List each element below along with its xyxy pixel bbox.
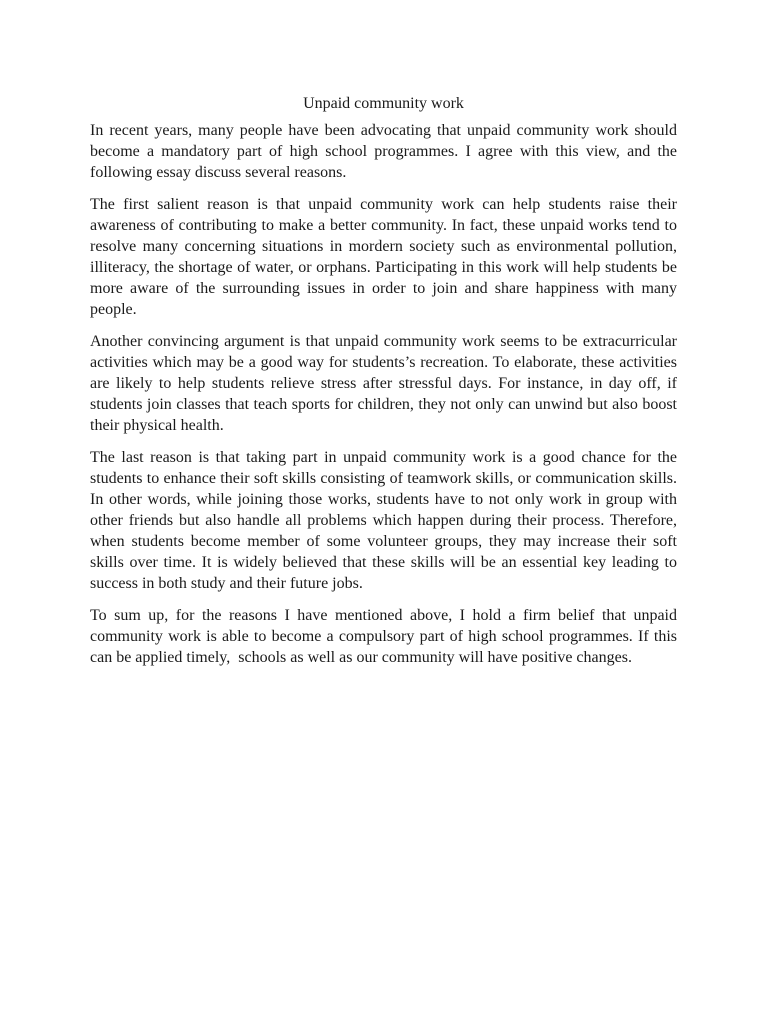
paragraph-third-reason: The last reason is that taking part in unpaid community work is a good chance for the students to enhance their soft skills consisting of teamwork skills, or communication skills. In other words, while joining those works, students have to not only work in group with other friends but also handle all problems which happen during their process. Therefore, when students become member of some volunteer groups, they may increase their soft skills over time. It is widely believed that these skills will be an essential key leading to success in both study and their future jobs. bbox=[90, 449, 681, 592]
paragraph-introduction: In recent years, many people have been advocating that unpaid community work should become a mandatory part of high school programmes. I agree with this view, and the following essay discuss several reasons. bbox=[90, 122, 681, 181]
paragraph-first-reason: The first salient reason is that unpaid community work can help students raise their awareness of contributing to make a better community. In fact, these unpaid works tend to resolve many concerning situations in mordern society such as environmental pollution, illiteracy, the shortage of water, or orphans. Participating in this work will help students be more aware of the surrounding issues in order to join and share happiness with many people. bbox=[90, 196, 681, 318]
paragraph-second-reason: Another convincing argument is that unpaid community work seems to be extracurricular activities which may be a good way for students’s recreation. To elaborate, these activities are likely to help students relieve stress after stressful days. For instance, in day off, if students join classes that teach sports for children, they not only can unwind but also boost their physical health. bbox=[90, 333, 681, 434]
document-title: Unpaid community work bbox=[303, 95, 464, 112]
document-body bbox=[90, 93, 681, 679]
paragraph-conclusion: To sum up, for the reasons I have mentioned above, I hold a firm belief that unpaid community work is able to become a compulsory part of high school programmes. If this can be applied timely, schools as well as our community will have positive changes. bbox=[90, 607, 681, 666]
